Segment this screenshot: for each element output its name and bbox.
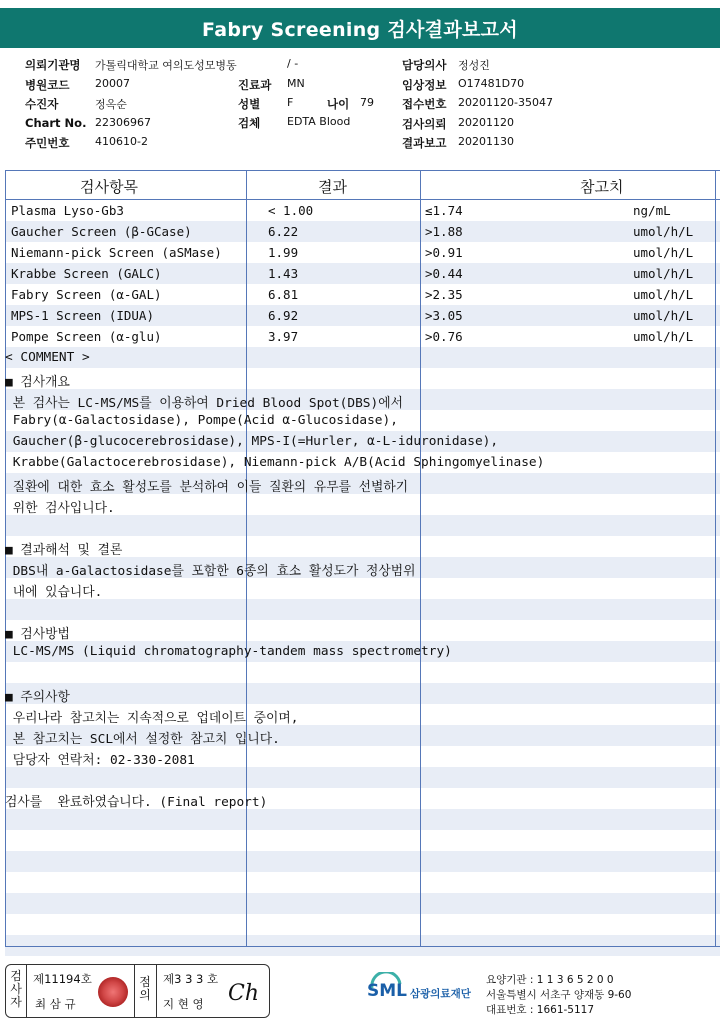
sex-value: F [287, 96, 294, 109]
department-label: 진료과 [238, 78, 272, 92]
doctor-label: 담당의사 [402, 58, 447, 72]
signature-divider-2 [134, 965, 135, 1017]
resident-value: 410610-2 [95, 135, 148, 148]
request-label: 검사의뢰 [402, 117, 447, 131]
test-name: Pompe Screen (α-glu) [11, 329, 162, 344]
receipt-label: 접수번호 [402, 97, 447, 111]
test-result: 1.43 [268, 266, 299, 281]
report-date-label: 결과보고 [402, 136, 447, 150]
test-reference: ≤1.74 [425, 203, 463, 218]
comment-line: 질환에 대한 효소 활성도를 분석하여 이들 질환의 유무를 선별하기 [5, 480, 409, 495]
signature-box [5, 964, 270, 1018]
comment-line: DBS내 a-Galactosidase를 포함한 6종의 효소 활성도가 정상범위 [5, 564, 416, 579]
row-band [5, 893, 720, 914]
recipient-label: 수진자 [25, 97, 59, 111]
test-unit: umol/h/L [633, 266, 694, 281]
row-band [5, 809, 720, 830]
signature-mark: Ch [228, 981, 260, 1006]
table-row [5, 327, 720, 348]
report-footer [0, 960, 720, 1028]
test-result: 6.92 [268, 308, 299, 323]
row-band [5, 851, 720, 872]
row-band [5, 515, 720, 536]
table-bottom-border [5, 946, 720, 947]
test-result: < 1.00 [268, 203, 314, 218]
test-reference: >3.05 [425, 308, 463, 323]
test-unit: umol/h/L [633, 224, 694, 239]
hospital-code-label: 병원코드 [25, 78, 70, 92]
comment-line: 검사를 완료하였습니다. (Final report) [5, 795, 268, 810]
doctor-value: 정성진 [458, 59, 490, 72]
report-date-value: 20201130 [458, 135, 514, 148]
test-result: 1.99 [268, 245, 299, 260]
institution-slash: / - [287, 57, 299, 70]
test-unit: umol/h/L [633, 245, 694, 260]
signature-divider-1 [26, 965, 27, 1017]
reviewer-number: 제3 3 3 호 [163, 972, 219, 986]
test-result: 6.22 [268, 224, 299, 239]
comment-line: 본 참고치는 SCL에서 설정한 참고치 입니다. [5, 732, 280, 747]
test-unit: umol/h/L [633, 287, 694, 302]
test-name: Gaucher Screen (β-GCase) [11, 224, 192, 239]
test-reference: >2.35 [425, 287, 463, 302]
institution-value: 가톨릭대학교 여의도성모병동 [95, 59, 237, 72]
comment-line: Gaucher(β-glucocerebrosidase), MPS-I(=Hurler, α-L-iduronidase), [5, 434, 499, 449]
chart-label: Chart No. [25, 116, 87, 130]
test-name: Plasma Lyso-Gb3 [11, 203, 124, 218]
row-band [5, 347, 720, 368]
test-unit: umol/h/L [633, 329, 694, 344]
receipt-value: 20201120-35047 [458, 96, 553, 109]
organization-address: 서울특별시 서초구 양재동 9-60 [486, 989, 632, 1001]
test-unit: umol/h/L [633, 308, 694, 323]
comment-section-heading: ■ 결과해석 및 결론 [5, 543, 123, 558]
table-header [5, 170, 720, 200]
clinical-label: 임상정보 [402, 78, 447, 92]
department-value: MN [287, 77, 305, 90]
resident-label: 주민번호 [25, 136, 70, 150]
test-name: Niemann-pick Screen (aSMase) [11, 245, 222, 260]
row-band [5, 683, 720, 704]
signature-divider-3 [156, 965, 157, 1017]
row-band [5, 599, 720, 620]
comment-line: 위한 검사입니다. [5, 501, 115, 516]
comment-section-heading: ■ 검사개요 [5, 375, 70, 390]
recipient-value: 정옥순 [95, 98, 127, 111]
specimen-label: 검체 [238, 116, 261, 130]
table-row [5, 285, 720, 306]
table-row [5, 306, 720, 327]
test-reference: >0.91 [425, 245, 463, 260]
examiner-seal-icon [98, 977, 128, 1007]
hospital-code-value: 20007 [95, 77, 130, 90]
test-result: 6.81 [268, 287, 299, 302]
comment-line: 담당자 연락처: 02-330-2081 [5, 753, 195, 768]
test-name: Krabbe Screen (GALC) [11, 266, 162, 281]
examiner-label: 검사자 [10, 969, 22, 1009]
test-reference: >0.44 [425, 266, 463, 281]
report-title: Fabry Screening 검사결과보고서 [0, 8, 720, 48]
test-name: MPS-1 Screen (IDUA) [11, 308, 154, 323]
patient-info [0, 55, 720, 155]
clinical-value: O17481D70 [458, 77, 525, 90]
header-divider [5, 199, 720, 200]
table-row [5, 243, 720, 264]
comment-section-heading: ■ 검사방법 [5, 627, 70, 642]
request-value: 20201120 [458, 116, 514, 129]
specimen-value: EDTA Blood [287, 115, 351, 128]
results-table [5, 170, 720, 947]
comment-line: LC-MS/MS (Liquid chromatography-tandem mass spectrometry) [5, 644, 452, 659]
comment-line: Krabbe(Galactocerebrosidase), Niemann-pick A/B(Acid Sphingomyelinase) [5, 455, 545, 470]
header-reference: 참고치 [580, 178, 624, 196]
table-row [5, 264, 720, 285]
test-name: Fabry Screen (α-GAL) [11, 287, 162, 302]
reviewer-name: 지 현 영 [163, 997, 204, 1011]
organization-phone: 대표번호 : 1661-5117 [486, 1004, 595, 1016]
table-row [5, 201, 720, 222]
examiner-number: 제11194호 [33, 972, 92, 986]
sex-label: 성별 [238, 97, 261, 111]
test-result: 3.97 [268, 329, 299, 344]
row-band [5, 767, 720, 788]
table-row [5, 222, 720, 243]
test-reference: >0.76 [425, 329, 463, 344]
comment-line: 내에 있습니다. [5, 585, 103, 600]
header-result: 결과 [318, 178, 347, 196]
test-unit: ng/mL [633, 203, 671, 218]
comment-line: 우리나라 참고치는 지속적으로 업데이트 중이며, [5, 711, 299, 726]
comment-line: 본 검사는 LC-MS/MS를 이용하여 Dried Blood Spot(DBS)에서 [5, 396, 403, 411]
header-item: 검사항목 [80, 178, 138, 196]
age-label: 나이 [327, 97, 350, 111]
sml-logo-text: SML [367, 981, 407, 1001]
comment-header: < COMMENT > [5, 350, 90, 365]
comment-line: Fabry(α-Galactosidase), Pompe(Acid α-Glucosidase), [5, 413, 398, 428]
institution-label: 의뢰기관명 [25, 58, 81, 72]
test-reference: >1.88 [425, 224, 463, 239]
examiner-name: 최 삼 규 [35, 997, 76, 1011]
chart-value: 22306967 [95, 116, 151, 129]
organization-name: 삼광의료재단 [410, 988, 471, 1000]
age-value: 79 [360, 96, 374, 109]
comment-section-heading: ■ 주의사항 [5, 690, 70, 705]
institution-number: 요양기관 : 1 1 3 6 5 2 0 0 [486, 974, 614, 986]
reviewer-label: 점의 [139, 975, 151, 1002]
